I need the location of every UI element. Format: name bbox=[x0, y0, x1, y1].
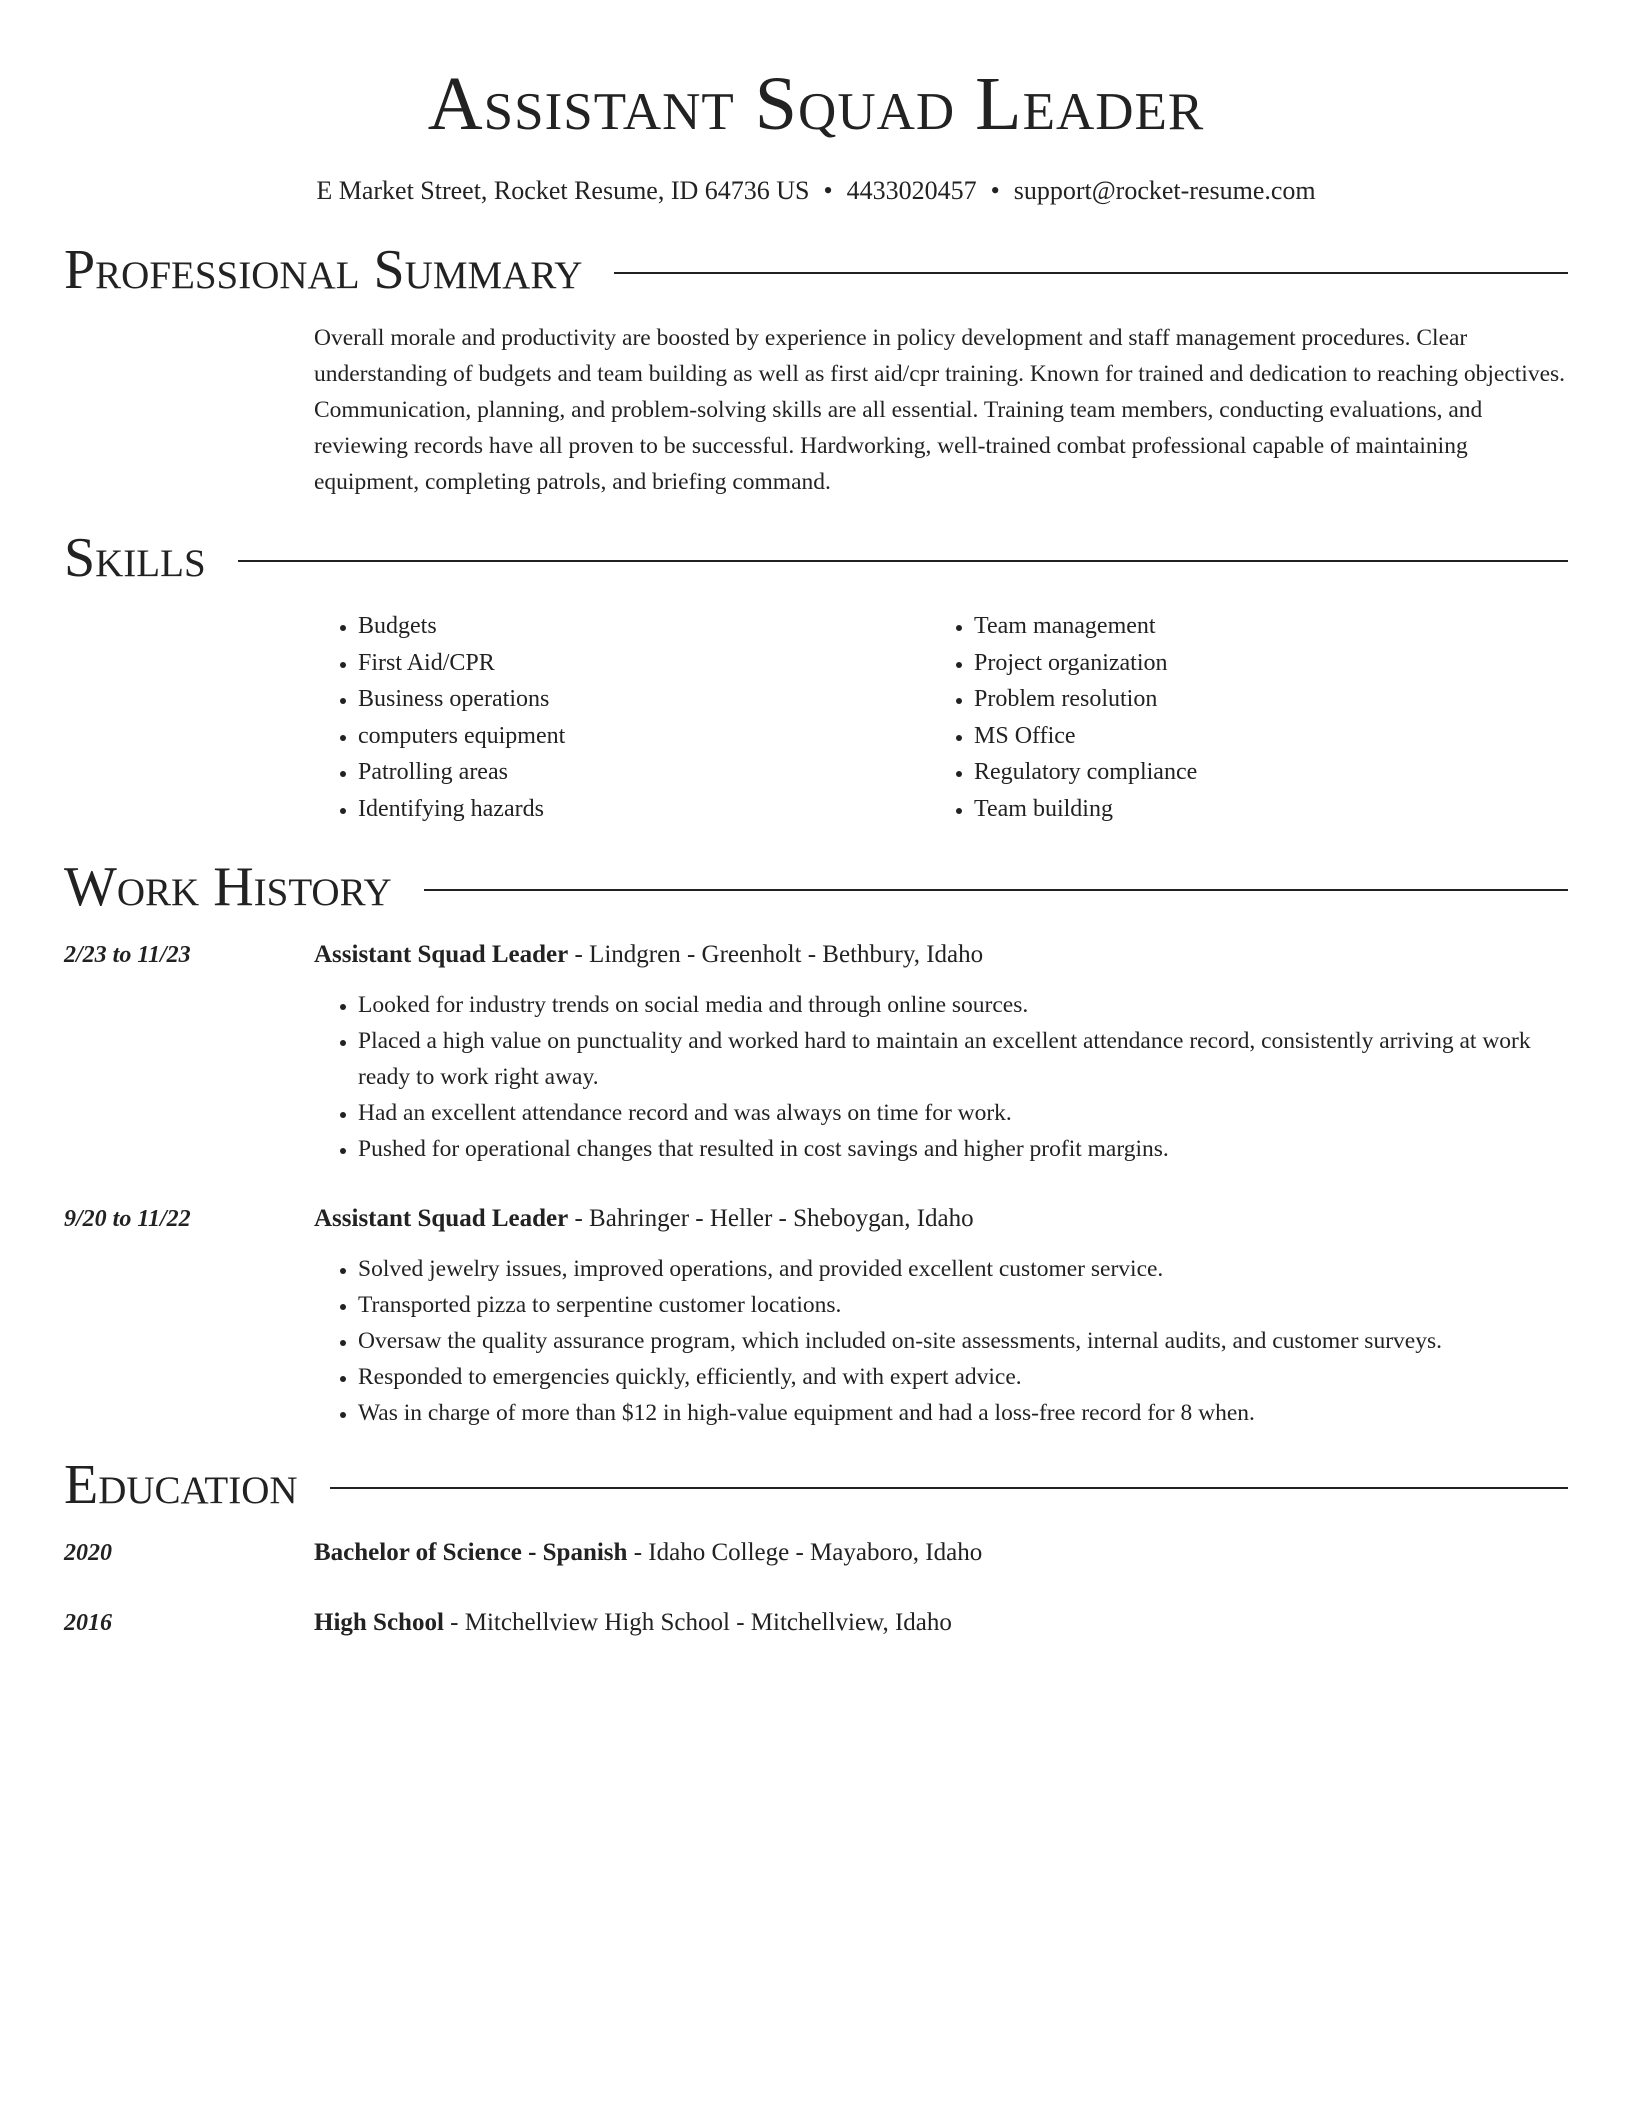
job-details: - Lindgren - Greenholt - Bethbury, Idaho bbox=[568, 941, 984, 968]
skills-column-right bbox=[930, 608, 1546, 827]
section-divider bbox=[614, 272, 1568, 274]
work-heading: Work History bbox=[64, 856, 392, 918]
contact-separator: • bbox=[823, 176, 833, 205]
education-title-line bbox=[314, 1535, 982, 1571]
skill-item: • Team management bbox=[974, 608, 1546, 645]
job-bullet: • Was in charge of more than $12 in high-value equipment and had a loss-free record for 8 when. bbox=[358, 1395, 1568, 1431]
education-date: 2016 bbox=[64, 1610, 112, 1636]
contact-line bbox=[64, 174, 1568, 208]
job-title: Assistant Squad Leader bbox=[314, 1205, 569, 1232]
contact-separator: • bbox=[990, 176, 1000, 205]
work-date: 2/23 to 11/23 bbox=[64, 942, 191, 968]
skill-item: • Identifying hazards bbox=[358, 791, 930, 828]
skill-item: • Problem resolution bbox=[974, 681, 1546, 718]
skill-item: • Team building bbox=[974, 791, 1546, 828]
work-entry bbox=[64, 937, 1568, 1167]
work-body bbox=[314, 937, 1568, 1167]
job-bullets bbox=[314, 1251, 1568, 1431]
summary-text: Overall morale and productivity are boosted by experience in policy development and staff management procedures. Clear understanding of budgets and team building as well as first aid/cpr training. Known for trained and dedication to reaching objectives. Communication, planning, and problem-solving skills are all essential. Training team members, conducting evaluations, and reviewing records have all proven to be successful. Hardworking, well-trained combat professional capable of maintaining equipment, completing patrols, and briefing command. bbox=[314, 325, 1566, 495]
work-title-line bbox=[314, 1201, 1568, 1237]
work-date: 9/20 to 11/22 bbox=[64, 1206, 191, 1232]
work-entry bbox=[64, 1201, 1568, 1431]
education-section-header bbox=[64, 1453, 1568, 1517]
contact-email: support@rocket-resume.com bbox=[1013, 176, 1316, 205]
degree-title: Bachelor of Science - Spanish bbox=[314, 1539, 628, 1566]
contact-phone: 4433020457 bbox=[846, 176, 977, 205]
skills-heading: Skills bbox=[64, 527, 206, 589]
skill-item: • Patrolling areas bbox=[358, 754, 930, 791]
skills-column-left bbox=[314, 608, 930, 827]
job-title: Assistant Squad Leader bbox=[314, 941, 569, 968]
skill-item: • First Aid/CPR bbox=[358, 645, 930, 682]
resume-name: Assistant Squad Leader bbox=[427, 62, 1205, 146]
education-entry bbox=[64, 1605, 1568, 1641]
skills-list bbox=[314, 608, 1568, 827]
education-date: 2020 bbox=[64, 1540, 112, 1566]
work-body bbox=[314, 1201, 1568, 1431]
job-bullet: • Looked for industry trends on social media and through online sources. bbox=[358, 987, 1568, 1023]
school-details: - Idaho College - Mayaboro, Idaho bbox=[627, 1539, 983, 1566]
job-details: - Bahringer - Heller - Sheboygan, Idaho bbox=[568, 1205, 974, 1232]
degree-title: High School bbox=[314, 1609, 444, 1636]
section-divider bbox=[424, 889, 1568, 891]
summary-section-header bbox=[64, 238, 1568, 302]
job-bullet: • Responded to emergencies quickly, efficiently, and with expert advice. bbox=[358, 1359, 1568, 1395]
skill-item: • computers equipment bbox=[358, 718, 930, 755]
education-entry bbox=[64, 1535, 1568, 1571]
skill-item: • Project organization bbox=[974, 645, 1546, 682]
skills-section-header bbox=[64, 526, 1568, 590]
skill-item: • Regulatory compliance bbox=[974, 754, 1546, 791]
skill-item: • MS Office bbox=[974, 718, 1546, 755]
section-divider bbox=[330, 1487, 1568, 1489]
education-title-line bbox=[314, 1605, 952, 1641]
school-details: - Mitchellview High School - Mitchellview, Idaho bbox=[443, 1609, 952, 1636]
job-bullet: • Placed a high value on punctuality and worked hard to maintain an excellent attendance record, consistently arriving at work ready to work right away. bbox=[358, 1023, 1568, 1095]
section-divider bbox=[238, 560, 1568, 562]
summary-heading: Professional Summary bbox=[64, 239, 583, 301]
skill-item: • Business operations bbox=[358, 681, 930, 718]
job-bullet: • Pushed for operational changes that resulted in cost savings and higher profit margins. bbox=[358, 1131, 1568, 1167]
job-bullets bbox=[314, 987, 1568, 1167]
work-section-header bbox=[64, 855, 1568, 919]
job-bullet: • Oversaw the quality assurance program, which included on-site assessments, internal audits, and customer surveys. bbox=[358, 1323, 1568, 1359]
contact-address: E Market Street, Rocket Resume, ID 64736 US bbox=[316, 176, 810, 205]
skill-item: • Budgets bbox=[358, 608, 930, 645]
education-heading: Education bbox=[64, 1454, 298, 1516]
job-bullet: • Had an excellent attendance record and was always on time for work. bbox=[358, 1095, 1568, 1131]
job-bullet: • Solved jewelry issues, improved operations, and provided excellent customer service. bbox=[358, 1251, 1568, 1287]
job-bullet: • Transported pizza to serpentine customer locations. bbox=[358, 1287, 1568, 1323]
work-title-line bbox=[314, 937, 1568, 973]
